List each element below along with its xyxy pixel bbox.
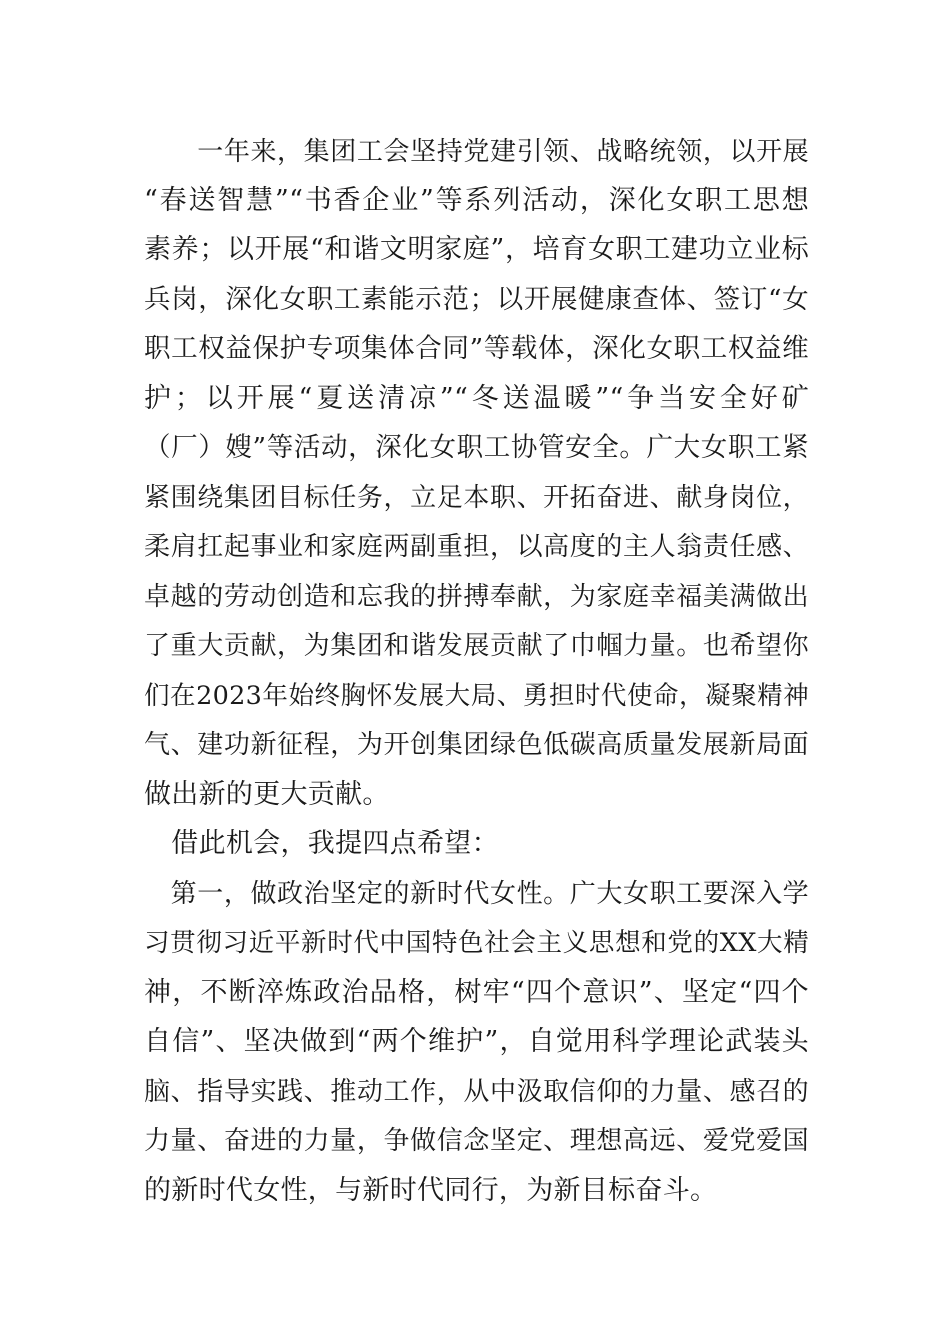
paragraph-line: 护；以开展“夏送清凉”“冬送温暖”“争当安全好矿 [144, 383, 809, 414]
paragraph-line: 脑、指导实践、推动工作，从中汲取信仰的力量、感召的 [144, 1077, 809, 1107]
paragraph-line: 紧围绕集团目标任务，立足本职、开拓奋进、献身岗位， [144, 483, 809, 513]
paragraph-line: “春送智慧”“书香企业”等系列活动，深化女职工思想 [144, 185, 809, 216]
paragraph-line: 兵岗，深化女职工素能示范；以开展健康查体、签订“女 [144, 284, 809, 315]
paragraph-line: 素养；以开展“和谐文明家庭”，培育女职工建功立业标 [144, 234, 809, 265]
paragraph-line: 自信”、坚决做到“两个维护”，自觉用科学理论武装头 [144, 1026, 809, 1057]
paragraph-line: 神，不断淬炼政治品格，树牢“四个意识”、坚定“四个 [144, 977, 809, 1008]
paragraph-line: 柔肩扛起事业和家庭两副重担，以高度的主人翁责任感、 [144, 532, 809, 562]
paragraph-line: 职工权益保护专项集体合同”等载体，深化女职工权益维 [144, 333, 809, 364]
paragraph-line: 习贯彻习近平新时代中国特色社会主义思想和党的XX大精 [144, 928, 809, 958]
paragraph-line: 卓越的劳动创造和忘我的拼搏奉献，为家庭幸福美满做出 [144, 582, 809, 612]
paragraph-line: 气、建功新征程，为开创集团绿色低碳高质量发展新局面 [144, 730, 809, 760]
paragraph-line: 们在2023年始终胸怀发展大局、勇担时代使命，凝聚精神 [144, 681, 809, 711]
paragraph-line: 借此机会，我提四点希望： [144, 828, 499, 859]
paragraph-line: （厂）嫂”等活动，深化女职工协管安全。广大女职工紧 [144, 432, 809, 463]
paragraph-line: 力量、奋进的力量，争做信念坚定、理想高远、爱党爱国 [144, 1126, 809, 1156]
paragraph-line: 第一，做政治坚定的新时代女性。广大女职工要深入学 [144, 879, 809, 909]
paragraph-line: 做出新的更大贡献。 [144, 779, 390, 810]
paragraph-line: 的新时代女性，与新时代同行，为新目标奋斗。 [144, 1175, 718, 1206]
paragraph-line: 一年来，集团工会坚持党建引领、战略统领，以开展 [144, 137, 809, 167]
paragraph-line: 了重大贡献，为集团和谐发展贡献了巾帼力量。也希望你 [144, 631, 809, 661]
